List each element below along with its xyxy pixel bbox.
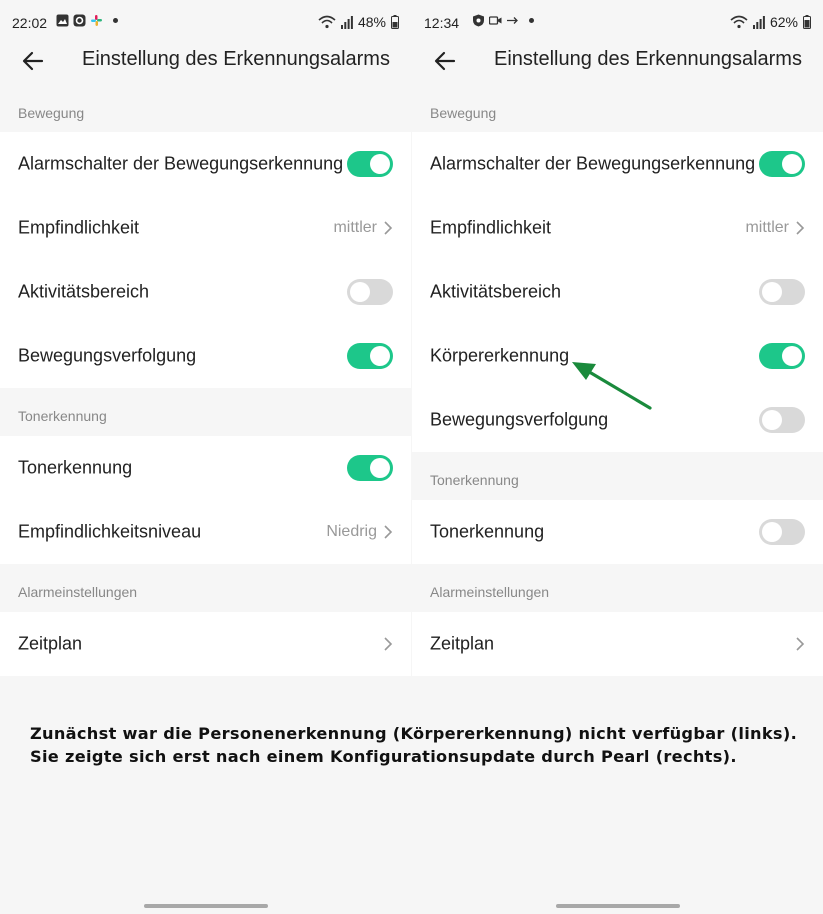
signal-icon <box>341 15 353 29</box>
page-title: Einstellung des Erkennungsalarms <box>494 48 802 70</box>
toggle-aktivitaetsbereich[interactable] <box>759 279 805 305</box>
alarmeinstellungen-card <box>0 612 411 676</box>
app-header <box>0 44 411 84</box>
toggle-knob <box>782 154 802 174</box>
wifi-icon <box>730 15 748 29</box>
toggle-alarmschalter[interactable] <box>759 151 805 177</box>
chevron-right-icon <box>795 220 805 236</box>
phone-screen-left <box>0 0 411 914</box>
row-label: Bewegungsverfolgung <box>18 345 197 366</box>
video-camera-icon <box>489 14 502 27</box>
row-label: Aktivitätsbereich <box>430 281 562 302</box>
row-label: Alarmschalter der Bewegungserkennung <box>430 153 756 174</box>
row-empfindlichkeitsniveau[interactable] <box>0 500 411 564</box>
call-forward-icon <box>506 14 519 27</box>
row-label: Körpererkennung <box>430 345 570 366</box>
chevron-right-icon <box>383 524 393 540</box>
caption <box>30 722 810 768</box>
row-label: Zeitplan <box>18 633 83 654</box>
alarmeinstellungen-card <box>412 612 823 676</box>
app-header <box>412 44 823 84</box>
home-indicator[interactable] <box>556 904 680 908</box>
battery-icon <box>803 15 811 29</box>
row-zeitplan[interactable] <box>0 612 411 676</box>
toggle-bewegungsverfolgung[interactable] <box>759 407 805 433</box>
home-indicator[interactable] <box>144 904 268 908</box>
toggle-knob <box>370 346 390 366</box>
row-label: Empfindlichkeitsniveau <box>18 521 202 542</box>
caption-line-2: Sie zeigte sich erst nach einem Konfigurationsupdate durch Pearl (rechts). <box>30 747 737 766</box>
status-right <box>318 14 399 30</box>
toggle-knob <box>350 282 370 302</box>
chevron-right-icon <box>383 220 393 236</box>
app-icon <box>73 14 86 27</box>
row-zeitplan[interactable] <box>412 612 823 676</box>
row-label: Tonerkennung <box>18 457 133 478</box>
chevron-right-icon <box>795 636 805 652</box>
status-right <box>730 14 811 30</box>
row-tonerkennung[interactable] <box>412 500 823 564</box>
back-arrow-icon[interactable] <box>432 48 458 74</box>
signal-icon <box>753 15 765 29</box>
annotation-arrow-icon <box>560 350 670 420</box>
caption-line-1: Zunächst war die Personenerkennung (Körpererkennung) nicht verfügbar (links). <box>30 724 798 743</box>
row-alarmschalter[interactable] <box>0 132 411 196</box>
status-bar <box>412 0 823 44</box>
toggle-knob <box>782 346 802 366</box>
section-label-bewegung: Bewegung <box>18 105 85 121</box>
page-title: Einstellung des Erkennungsalarms <box>82 48 390 70</box>
row-label: Tonerkennung <box>430 521 545 542</box>
battery-percent: 62% <box>769 14 798 30</box>
section-label-alarmeinstellungen: Alarmeinstellungen <box>430 584 550 600</box>
row-aktivitaetsbereich[interactable] <box>412 260 823 324</box>
notification-icons <box>472 14 534 27</box>
row-value: Niedrig <box>326 523 377 540</box>
toggle-alarmschalter[interactable] <box>347 151 393 177</box>
status-bar <box>0 0 411 44</box>
row-alarmschalter[interactable] <box>412 132 823 196</box>
toggle-tonerkennung[interactable] <box>347 455 393 481</box>
toggle-knob <box>370 154 390 174</box>
shield-icon <box>472 14 485 27</box>
slack-icon <box>90 14 103 27</box>
tonerkennung-card <box>412 500 823 564</box>
battery-icon <box>391 15 399 29</box>
tonerkennung-card <box>0 436 411 564</box>
section-label-tonerkennung: Tonerkennung <box>430 472 519 488</box>
row-label: Zeitplan <box>430 633 495 654</box>
section-label-tonerkennung: Tonerkennung <box>18 408 107 424</box>
phone-screen-right <box>412 0 823 914</box>
toggle-knob <box>762 410 782 430</box>
toggle-knob <box>762 522 782 542</box>
row-bewegungsverfolgung[interactable] <box>0 324 411 388</box>
back-arrow-icon[interactable] <box>20 48 46 74</box>
row-label: Alarmschalter der Bewegungserkennung <box>18 153 344 174</box>
toggle-knob <box>370 458 390 478</box>
toggle-koerpererkennung[interactable] <box>759 343 805 369</box>
status-time: 12:34 <box>424 15 460 31</box>
more-notifications-dot <box>113 18 118 23</box>
toggle-tonerkennung[interactable] <box>759 519 805 545</box>
wifi-icon <box>318 15 336 29</box>
notification-icons <box>56 14 118 27</box>
row-label: Aktivitätsbereich <box>18 281 150 302</box>
chevron-right-icon <box>383 636 393 652</box>
row-aktivitaetsbereich[interactable] <box>0 260 411 324</box>
bewegung-card <box>0 132 411 388</box>
row-tonerkennung[interactable] <box>0 436 411 500</box>
section-label-bewegung: Bewegung <box>430 105 497 121</box>
gallery-icon <box>56 14 69 27</box>
more-notifications-dot <box>529 18 534 23</box>
toggle-knob <box>762 282 782 302</box>
row-empfindlichkeit[interactable] <box>0 196 411 260</box>
row-value: mittler <box>333 219 377 236</box>
row-label: Empfindlichkeit <box>18 217 140 238</box>
row-label: Bewegungsverfolgung <box>430 409 609 430</box>
status-time: 22:02 <box>12 15 48 31</box>
row-empfindlichkeit[interactable] <box>412 196 823 260</box>
toggle-aktivitaetsbereich[interactable] <box>347 279 393 305</box>
toggle-bewegungsverfolgung[interactable] <box>347 343 393 369</box>
row-label: Empfindlichkeit <box>430 217 552 238</box>
battery-percent: 48% <box>357 14 386 30</box>
row-value: mittler <box>745 219 789 236</box>
section-label-alarmeinstellungen: Alarmeinstellungen <box>18 584 138 600</box>
